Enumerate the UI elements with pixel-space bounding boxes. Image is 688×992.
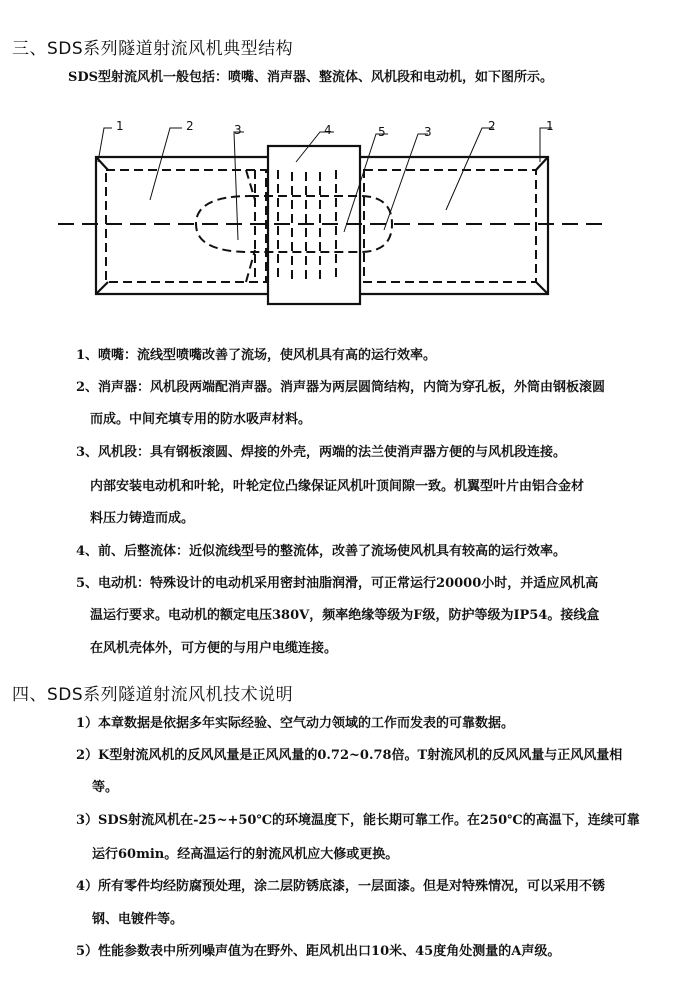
s3-item-3-cont2: 料压力铸造而成。 [90,511,195,526]
section3-title: 三、SDS系列隧道射流风机典型结构 [12,39,294,59]
right-casing [360,157,548,294]
s3-item-4: 4、前、后整流体：近似流线型号的整流体，改善了流场使风机具有较高的运行效率。 [76,544,567,559]
s4-item-3-cont: 运行60min。经高温运行的射流风机应大修或更换。 [92,847,399,862]
label-1-right: 1 [546,119,554,133]
s3-item-3-cont1: 内部安装电动机和叶轮，叶轮定位凸缘保证风机叶顶间隙一致。机翼型叶片由铝合金材 [90,479,585,494]
s3-item-5-cont1: 温运行要求。电动机的额定电压380V，频率绝缘等级为F级，防护等级为IP54。接线盒 [90,608,600,623]
label-3-left: 3 [234,123,242,137]
label-5: 5 [378,125,386,139]
fairing-outline [196,196,392,252]
s4-item-2-cont: 等。 [92,780,119,795]
s4-item-2: 2）K型射流风机的反风风量是正风风量的0.72~0.78倍。T射流风机的反风风量与正风风量相 [76,748,623,763]
s3-item-5: 5、电动机：特殊设计的电动机采用密封油脂润滑，可正常运行20000小时，并适应风机高 [76,576,599,591]
s4-item-4-cont: 钢、电镀件等。 [92,912,184,927]
section4-title: 四、SDS系列隧道射流风机技术说明 [12,685,294,705]
s4-item-5: 5）性能参数表中所列噪声值为在野外、距风机出口10米、45度角处测量的A声级。 [76,944,561,959]
left-casing [96,157,268,294]
label-3-right: 3 [424,125,432,139]
s3-item-1: 1、喷嘴：流线型喷嘴改善了流场，使风机具有高的运行效率。 [76,348,437,363]
s3-item-3: 3、风机段：具有钢板滚圆、焊接的外壳，两端的法兰使消声器方便的与风机段连接。 [76,445,567,460]
fan-structure-diagram [0,108,688,313]
label-1-left: 1 [116,119,124,133]
s3-item-2: 2、消声器：风机段两端配消声器。消声器为两层圆筒结构，内筒为穿孔板，外筒由钢板滚圆 [76,380,606,395]
label-2-right: 2 [488,119,496,133]
label-4: 4 [324,123,332,137]
right-silencer [364,170,536,282]
s3-item-5-cont2: 在风机壳体外，可方便的与用户电缆连接。 [90,641,338,656]
section3-intro: SDS型射流风机一般包括：喷嘴、消声器、整流体、风机段和电动机，如下图所示。 [68,70,554,85]
s4-item-4: 4）所有零件均经防腐预处理，涂二层防锈底漆，一层面漆。但是对特殊情况，可以采用不锈 [76,879,606,894]
s3-item-2-cont: 而成。中间充填专用的防水吸声材料。 [90,412,312,427]
left-silencer [106,170,266,282]
s4-item-1: 1）本章数据是依据多年实际经验、空气动力领域的工作而发表的可靠数据。 [76,716,515,731]
s4-item-3: 3）SDS射流风机在-25~+50℃的环境温度下，能长期可靠工作。在250℃的高温下，连续可靠 [76,813,640,828]
label-2-left: 2 [186,119,194,133]
